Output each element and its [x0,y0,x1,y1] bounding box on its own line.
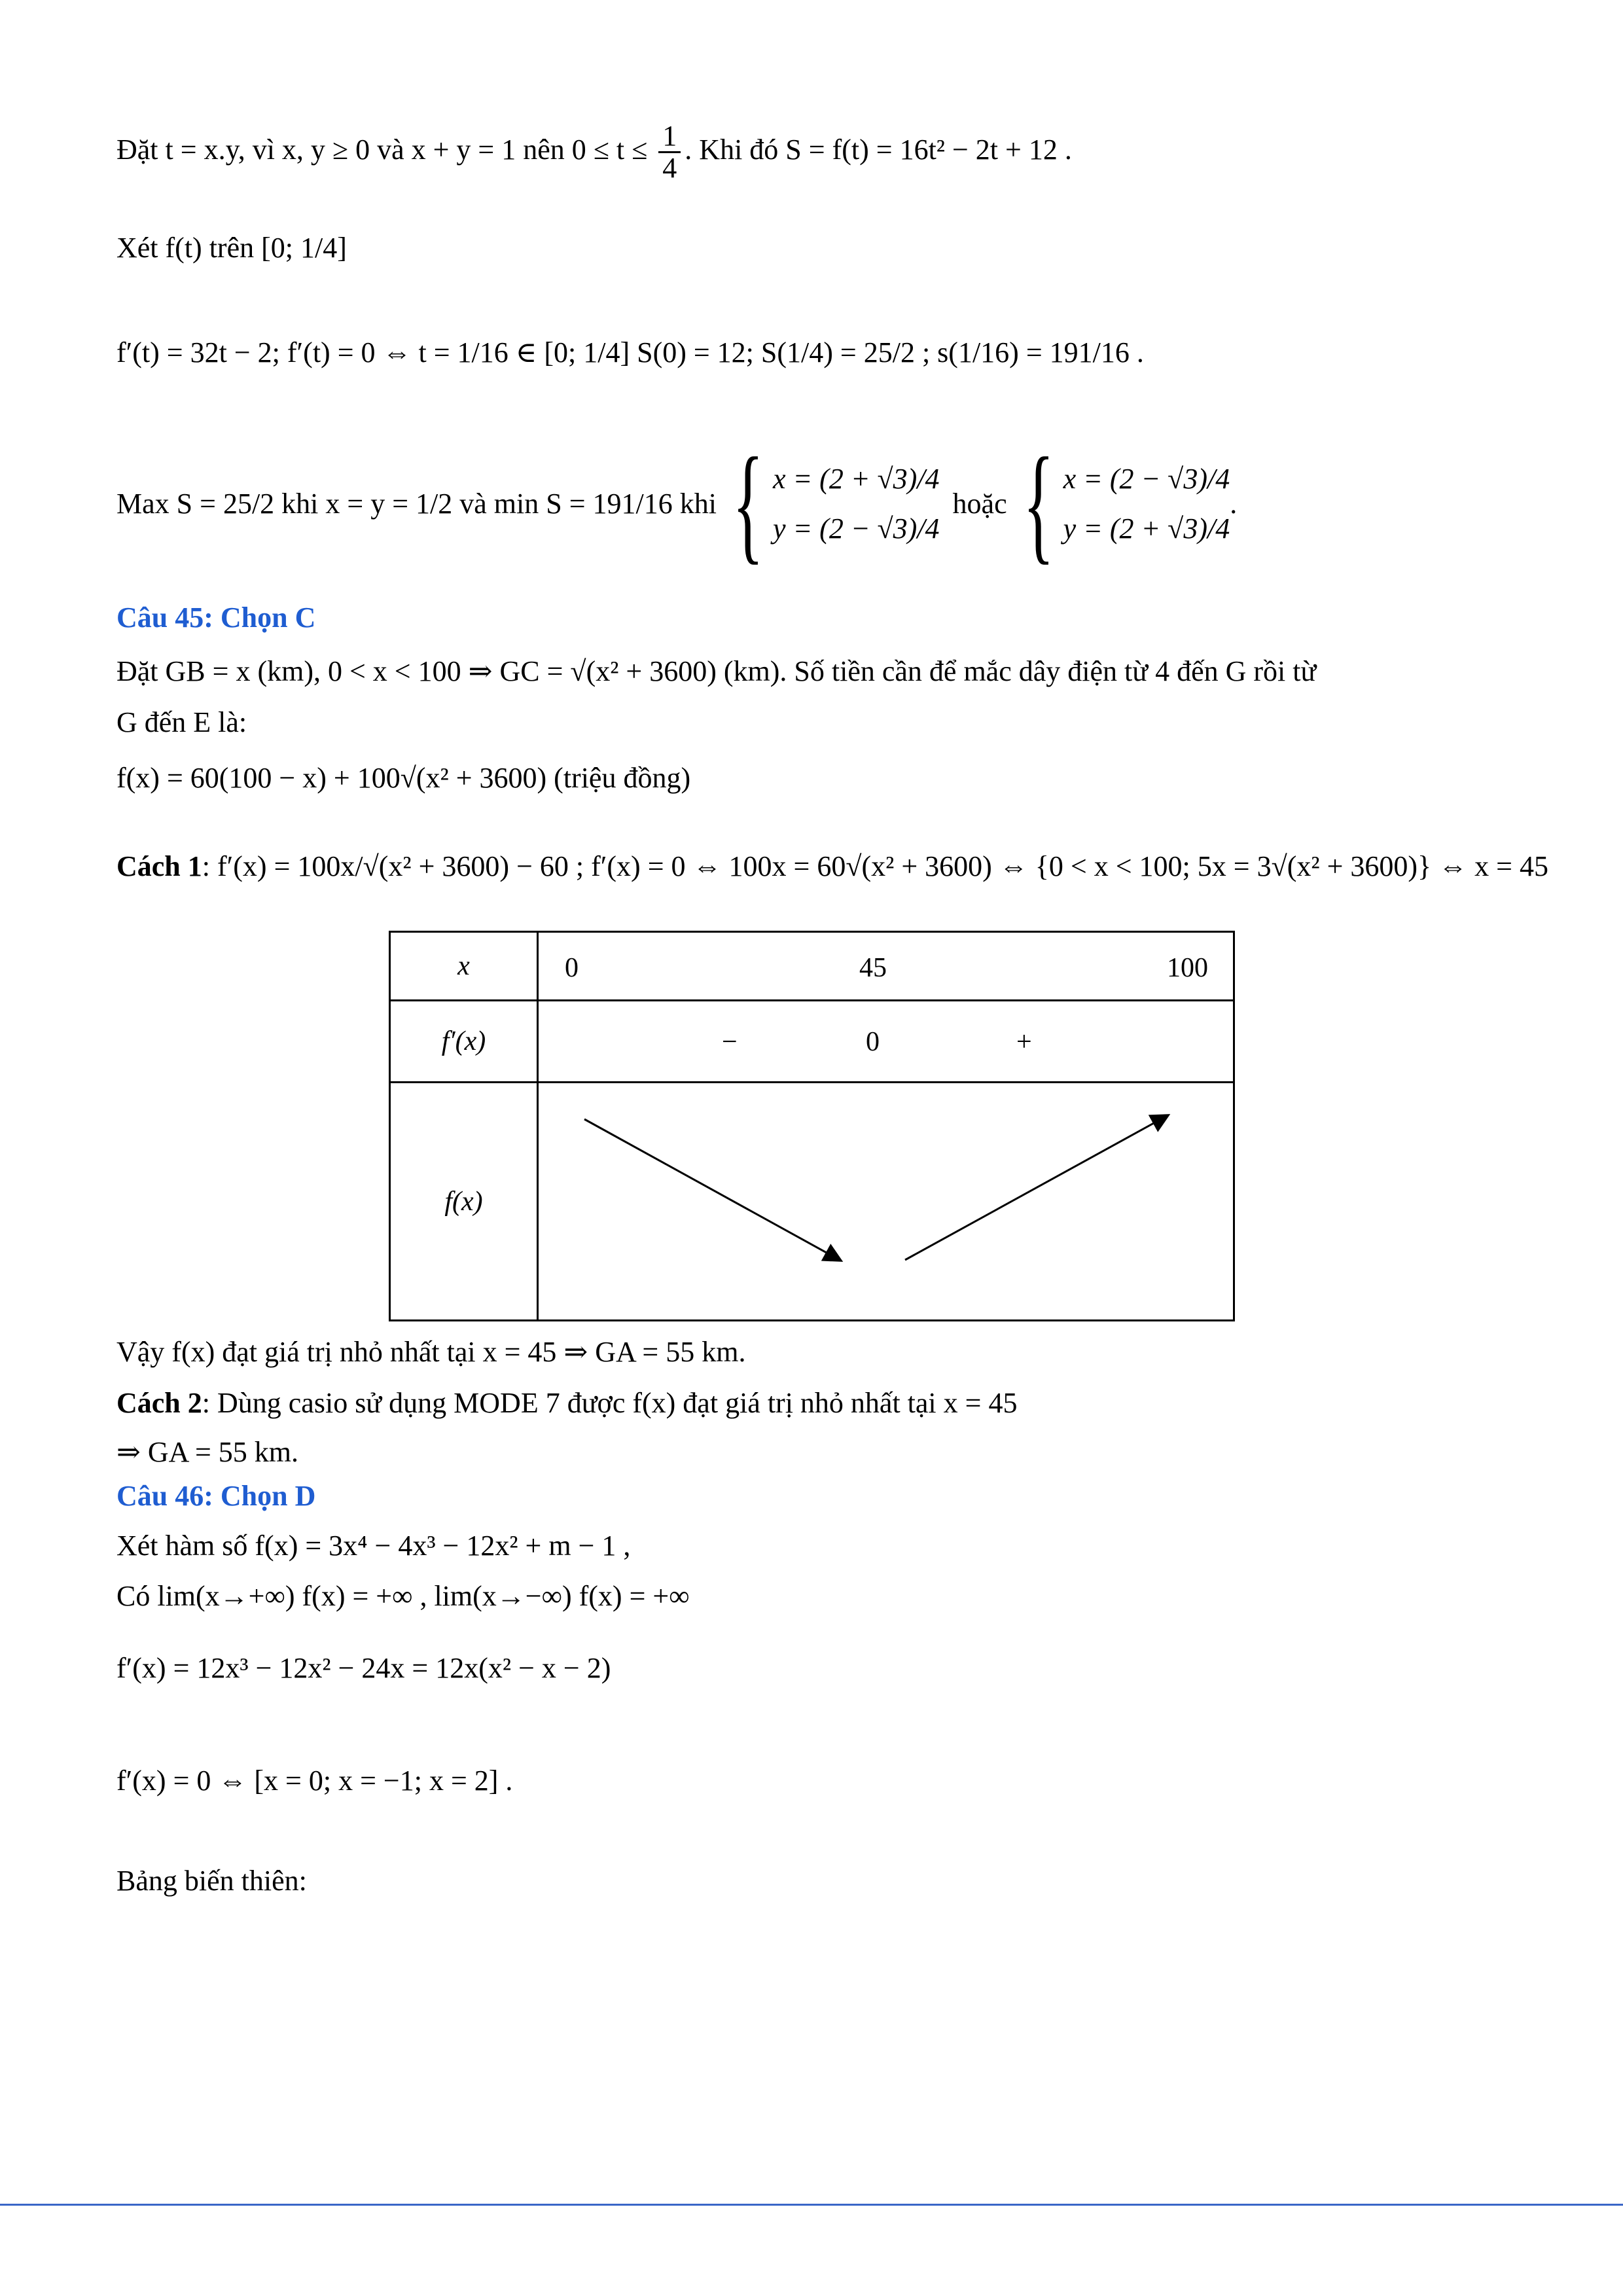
q46-line3: f′(x) = 12x³ − 12x² − 24x = 12x(x² − x − 2) [116,1652,611,1684]
decreasing-arrow [584,1119,840,1260]
line-substitution [116,121,1072,183]
line-consider [116,229,347,267]
line4-or: hoặc [952,488,1007,520]
fraction-quarter: $\frac{1}{4}$ [658,121,681,183]
q46-line1: Xét hàm số f(x) = 3x⁴ − 4x³ − 12x² + m − 1 , [116,1530,631,1562]
q46-title: Câu 46: Chọn D [116,1480,316,1512]
line1-text-b: . Khi đó S = f(t) = 16t² − 2t + 12 . [685,133,1072,166]
line3-text: f′(t) = 32t − 2; f′(t) = 0 ⇔ t = 1/16 ∈ [0; 1/4] S(0) = 12; S(1/4) = 25/2 ; s(1/16) = 191/16 . [116,336,1144,368]
vt-x-0: 0 [565,953,579,983]
vt-sign-plus: + [1016,1027,1032,1057]
q46-line2: Có lim(x→+∞) f(x) = +∞ , lim(x→−∞) f(x) = +∞ [116,1580,690,1612]
q45-method2-result: ⇒ GA = 55 km. [116,1436,299,1468]
vt-arrows [539,1083,1235,1319]
q45-line2: G đến E là: [116,706,247,738]
vt-x-label: x [390,932,538,1001]
system-2: { x = (2 − √3)/4 y = (2 + √3)/4 [1022,431,1230,576]
method2-text: : Dùng casio sử dụng MODE 7 được f(x) đạt giá trị nhỏ nhất tại x = 45 [202,1387,1018,1419]
vt-f-label: f(x) [390,1083,538,1321]
q45-line1: Đặt GB = x (km), 0 < x < 100 ⇒ GC = √(x² + 3600) (km). Số tiền cần để mắc dây điện từ 4 đến G rồi từ [116,655,1317,687]
method1-label: Cách 1 [116,850,202,882]
vt-fp-row [538,1001,1234,1083]
q46-line4: f′(x) = 0 ⇔ [x = 0; x = −1; x = 2] . [116,1765,513,1797]
variation-table [389,931,1235,1321]
line4-text: Max S = 25/2 khi x = y = 1/2 và min S = 191/16 khi [116,488,717,520]
increasing-arrow [905,1116,1167,1260]
line-max-min: Max S = 25/2 khi x = y = 1/2 và min S = 191/16 khi { x = (2 + √3)/4 y = (2 − √3)/4 hoặc { x = (2 − √3)/4 y = (2 + √3)/4 . [116,431,1238,576]
footer-rule [0,2204,1623,2206]
vt-x-45: 45 [859,953,887,983]
q45-method2 [116,1384,1017,1422]
line-derivative [116,334,1144,372]
q45-method1 [116,848,1548,886]
line2-text: Xét f(t) trên [0; 1/4] [116,232,347,264]
vt-x-row [538,932,1234,1001]
vt-x-100: 100 [1167,953,1208,983]
vt-fp-label: f′(x) [390,1001,538,1083]
q45-conclusion: Vậy f(x) đạt giá trị nhỏ nhất tại x = 45 ⇒ GA = 55 km. [116,1336,746,1368]
method2-label: Cách 2 [116,1387,202,1419]
vt-sign-minus: − [722,1027,738,1057]
vt-sign-zero: 0 [866,1027,880,1057]
q46-line5: Bảng biến thiên: [116,1865,307,1897]
system-1: { x = (2 + √3)/4 y = (2 − √3)/4 [732,431,940,576]
vt-f-row [538,1083,1234,1321]
q45-line3: f(x) = 60(100 − x) + 100√(x² + 3600) (triệu đồng) [116,762,691,794]
method1-text: : f′(x) = 100x/√(x² + 3600) − 60 ; f′(x) = 0 ⇔ 100x = 60√(x² + 3600) ⇔ {0 < x < 100; 5x = 3√(x² + 3600)} ⇔ x = 45 [202,850,1548,882]
q45-title: Câu 45: Chọn C [116,601,316,634]
line1-text: Đặt t = x.y, vì x, y ≥ 0 và x + y = 1 nên 0 ≤ t ≤ [116,133,648,166]
